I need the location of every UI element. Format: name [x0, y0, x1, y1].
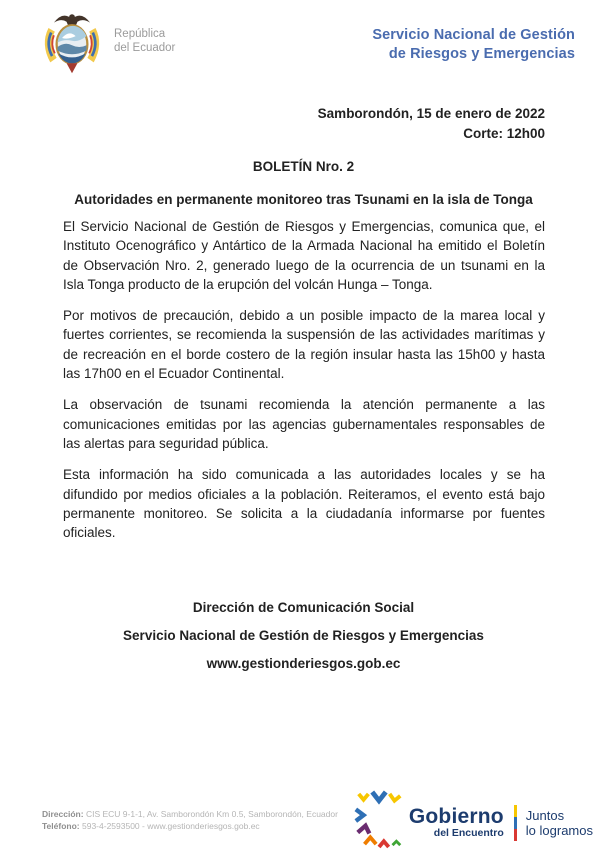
signoff-website: www.gestionderiesgos.gob.ec [206, 656, 401, 672]
republic-label [114, 28, 175, 56]
bulletin-title: Autoridades en permanente monitoreo tras Tsunami en la isla de Tonga [74, 192, 533, 207]
body-paragraph-1: El Servicio Nacional de Gestión de Riesgos y Emergencias, comunica que, el Instituto Ocenográfico y Antártico de la Armada Nacional ha emitido el Boletín de Observación Nro. 2, generado luego de la ocurrencia de un tsunami en la Isla Tonga producto de la erupción del volcán Hunga – Tonga. [63, 219, 545, 292]
republic-label-line2: del Ecuador [114, 41, 176, 54]
dateline-cutoff: Corte: 12h00 [463, 126, 545, 141]
signoff-block [0, 598, 607, 674]
gov-brand-name [408, 804, 504, 839]
signoff-department: Dirección de Comunicación Social [192, 600, 415, 616]
agency-name-line1: Servicio Nacional de Gestión [372, 27, 575, 43]
footer-address-line [42, 808, 338, 820]
body-paragraph-3: La observación de tsunami recomienda la atención permanente a las comunicaciones emitidas por las agencias gubernamentales responsables de las alertas para seguridad pública. [63, 397, 545, 451]
flag-divider-bar [514, 805, 517, 841]
gov-brand-tagline-line1: Juntos [525, 807, 565, 823]
footer-phone-value: 593-4-2593500 - www.gestionderiesgos.gob.ec [82, 821, 260, 831]
gov-brand-name-line1: Gobierno [408, 804, 504, 828]
republic-label-line1: República [114, 28, 166, 40]
gov-brand-tagline-line2: lo logramos [525, 822, 593, 838]
republic-brand [34, 8, 175, 82]
footer-address-value: CIS ECU 9-1-1, Av. Samborondón Km 0.5, Samborondón, Ecuador [85, 809, 338, 819]
document-header [0, 0, 607, 80]
gobierno-del-encuentro-logo [351, 790, 593, 855]
agency-name-line2: de Riesgos y Emergencias [388, 45, 575, 62]
footer-address-label: Dirección: [42, 809, 84, 819]
ecuador-coat-of-arms-icon [34, 8, 110, 82]
gobierno-chevrons-icon [351, 790, 407, 855]
agency-name [372, 26, 575, 63]
bulletin-number: BOLETÍN Nro. 2 [252, 159, 355, 174]
footer-phone-line [42, 820, 338, 832]
bulletin-body [0, 210, 607, 542]
gov-brand-tagline [526, 808, 593, 838]
dateline-place-date: Samborondón, 15 de enero de 2022 [317, 106, 545, 121]
footer-contact [42, 808, 338, 832]
gov-brand-name-line2: del Encuentro [433, 826, 504, 839]
footer-phone-label: Teléfono: [42, 821, 80, 831]
dateline [0, 104, 607, 144]
signoff-agency: Servicio Nacional de Gestión de Riesgos y Emergencias [123, 628, 484, 644]
body-paragraph-4: Esta información ha sido comunicada a las autoridades locales y se ha difundido por medios oficiales a la población. Reiteramos, el evento está bajo permanente monitoreo. Se solicita a la ciudadanía informarse por fuentes oficiales. [63, 467, 545, 541]
body-paragraph-2: Por motivos de precaución, debido a un posible impacto de la marea local y fuertes corrientes, se recomienda la suspensión de las actividades marítimas y de recreación en el borde costero de la región insular hasta las 15h00 y hasta las 17h00 en el Ecuador Continental. [63, 308, 545, 382]
